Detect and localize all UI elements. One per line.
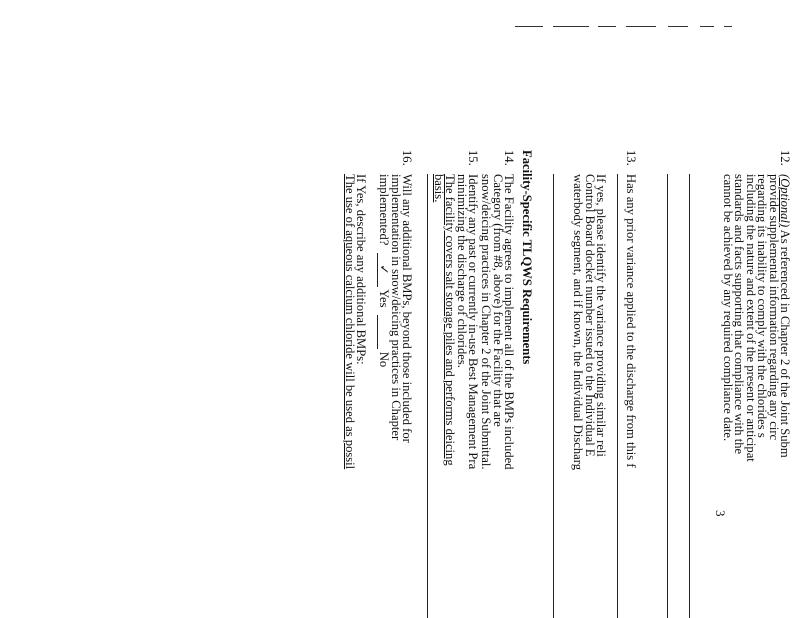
scan-mark <box>724 26 732 27</box>
item-text <box>378 174 412 443</box>
rotated-content <box>230 150 790 618</box>
text-line: If yes, please identify the variance providing similar reli <box>594 174 608 457</box>
answer-line[interactable] <box>689 174 690 618</box>
answer-text: The facility covers salt storage piles and performs deicing <box>443 174 458 466</box>
yes-checkbox[interactable]: ✓ <box>377 253 389 287</box>
text-line: standards and facts supporting that compliance with the <box>732 174 747 455</box>
scan-mark <box>700 26 714 27</box>
text-line: cannot be achieved by any required compliance date. <box>721 174 736 442</box>
scan-mark <box>515 26 543 27</box>
text-line: The Facility agrees to implement all of the BMPs included <box>502 174 516 470</box>
scan-mark <box>553 26 589 27</box>
answer-text: The use of aqueous calcium chloride will be used as possil <box>342 174 357 470</box>
answer-line[interactable] <box>667 174 668 618</box>
item-text <box>722 174 790 462</box>
text-line: snow/deicing practices in Chapter 2 of the Joint Submittal. <box>479 174 494 470</box>
answer-line[interactable] <box>427 174 428 618</box>
answer-line[interactable] <box>553 174 554 618</box>
item-number: 14. <box>502 150 516 166</box>
no-label: No <box>377 351 392 368</box>
text-line: Will any additional BMPs, beyond those included for <box>400 174 414 443</box>
yes-label: Yes <box>377 289 392 308</box>
item-number: 16. <box>400 150 414 166</box>
text-line: implemented? ✓ Yes No <box>377 174 392 368</box>
item-text <box>343 174 366 469</box>
item-text <box>480 174 514 470</box>
text-line: Control Board docket number issued to the Individual E <box>582 174 597 457</box>
scan-mark <box>626 26 656 27</box>
text-line: (Optional) As referenced in Chapter 2 of the Joint Subm <box>778 174 792 458</box>
item-number: 12. <box>778 150 792 166</box>
text-line: Has any prior variance applied to the discharge from this f <box>624 174 638 468</box>
item-number: 13. <box>624 150 638 166</box>
text-line: including the nature and extent of the present or anticipat <box>743 174 758 462</box>
text-line: Identify any past or currently in-use Best Management Pra <box>466 174 480 470</box>
page-number: 3 <box>713 510 728 517</box>
answer-text: basis. <box>431 174 446 203</box>
item-text <box>625 174 636 468</box>
text-line: Category (from #8, above) for the Facility that are <box>490 174 505 427</box>
text-line: minimizing the discharge of chlorides. <box>454 174 469 368</box>
scan-mark <box>668 26 688 27</box>
optional-label: (Optional) <box>778 174 792 228</box>
item-number: 15. <box>466 150 480 166</box>
describe-label: If Yes, describe any additional BMPs: <box>354 174 368 365</box>
text-line: implementation in snow/deicing practices in Chapter <box>388 174 403 441</box>
section-heading: Facility-Specific TLQWS Requirements <box>520 150 534 365</box>
answer-line[interactable] <box>617 174 618 618</box>
scan-mark <box>598 26 616 27</box>
text-line: regarding its inability to comply with the chlorides s <box>755 174 770 438</box>
no-checkbox[interactable] <box>377 315 389 349</box>
item-text <box>432 174 478 469</box>
text-line: waterbody segment, and if known, the Individual Discharg <box>571 174 586 471</box>
text-line: provide supplemental information regarding any circ <box>766 174 781 441</box>
item-text <box>572 174 606 470</box>
